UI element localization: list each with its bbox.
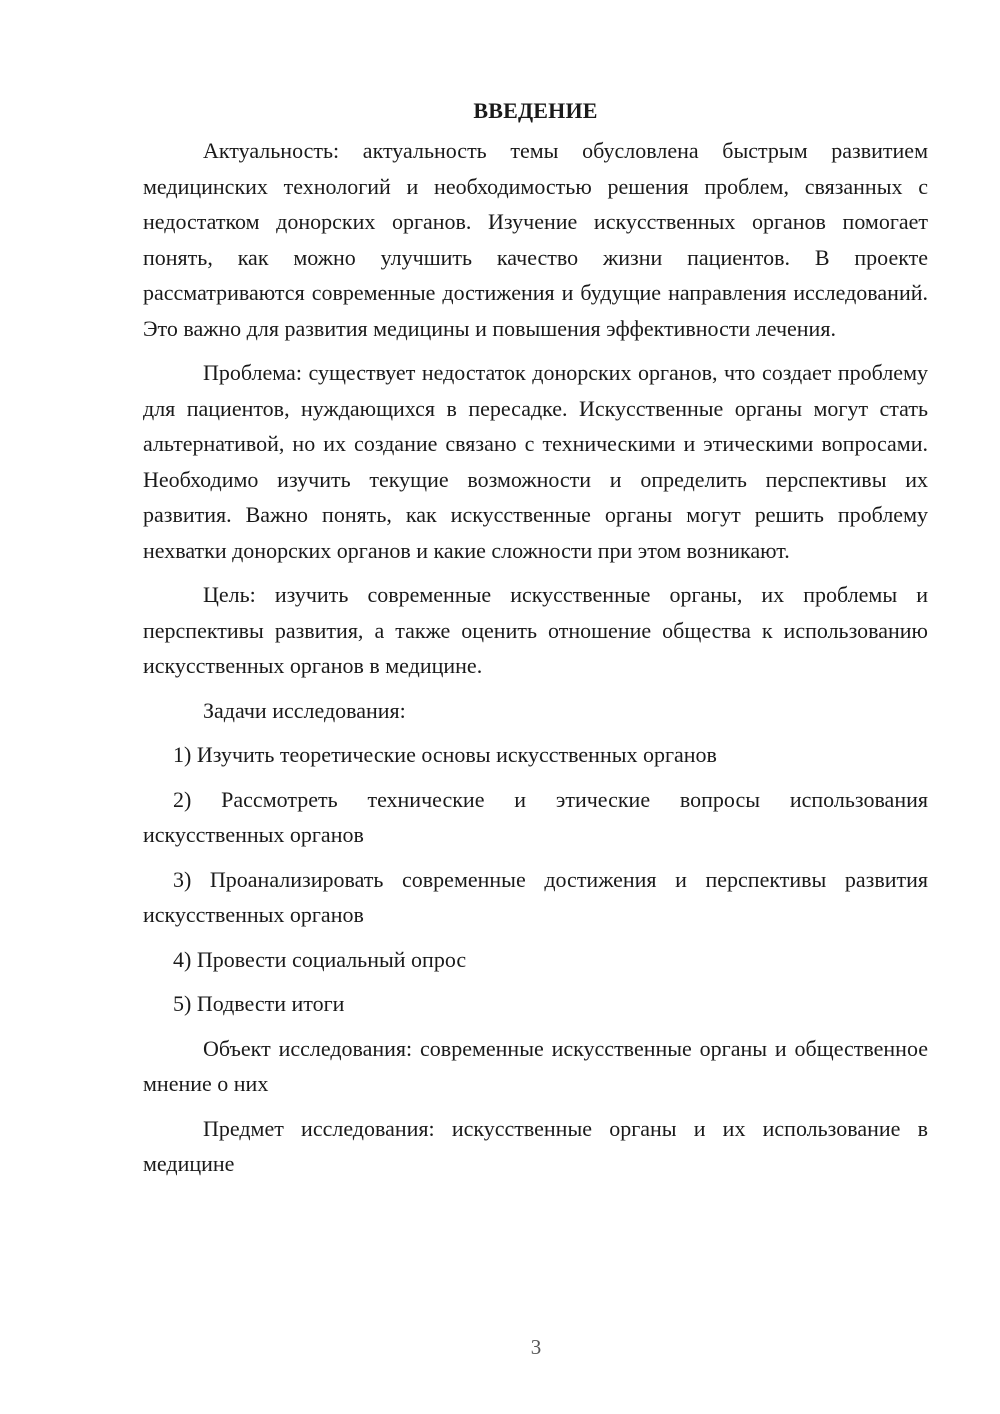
relevance-paragraph: Актуальность: актуальность темы обусловлена быстрым развитием медицинских технологий и необходимостью решения проблем, связанных с недостатком донорских органов. Изучение искусственных органов помогает понять, как можно улучшить качество жизни пациентов. В проекте рассматриваются современные достижения и будущие направления исследований. Это важно для развития медицины и повышения эффективности лечения. [143, 138, 928, 341]
task-item-1: 1) Изучить теоретические основы искусственных органов [173, 742, 717, 767]
tasks-heading: Задачи исследования: [203, 697, 406, 723]
goal-paragraph: Цель: изучить современные искусственные органы, их проблемы и перспективы развития, а также оценить отношение общества к использованию искусственных органов в медицине. [143, 582, 928, 678]
page-content [143, 93, 928, 1191]
subject-paragraph: Предмет исследования: искусственные органы и их использование в медицине [143, 1115, 928, 1176]
task-item-5: 5) Подвести итоги [173, 991, 345, 1016]
problem-paragraph: Проблема: существует недостаток донорских органов, что создает проблему для пациентов, нуждающихся в пересадке. Искусственные органы могут стать альтернативой, но их создание связано с техническими и этическими вопросами. Необходимо изучить текущие возможности и определить перспективы их развития. Важно понять, как искусственные органы могут решить проблему нехватки донорских органов и какие сложности при этом возникают. [143, 360, 928, 563]
page-number: 3 [530, 1335, 542, 1359]
object-paragraph: Объект исследования: современные искусственные органы и общественное мнение о них [143, 1035, 928, 1096]
section-heading: ВВЕДЕНИЕ [473, 98, 598, 123]
task-item-3: 3) Проанализировать современные достижения и перспективы развития искусственных органов [143, 866, 928, 927]
task-item-2: 2) Рассмотреть технические и этические вопросы использования искусственных органов [143, 786, 928, 847]
task-item-4: 4) Провести социальный опрос [173, 946, 467, 972]
